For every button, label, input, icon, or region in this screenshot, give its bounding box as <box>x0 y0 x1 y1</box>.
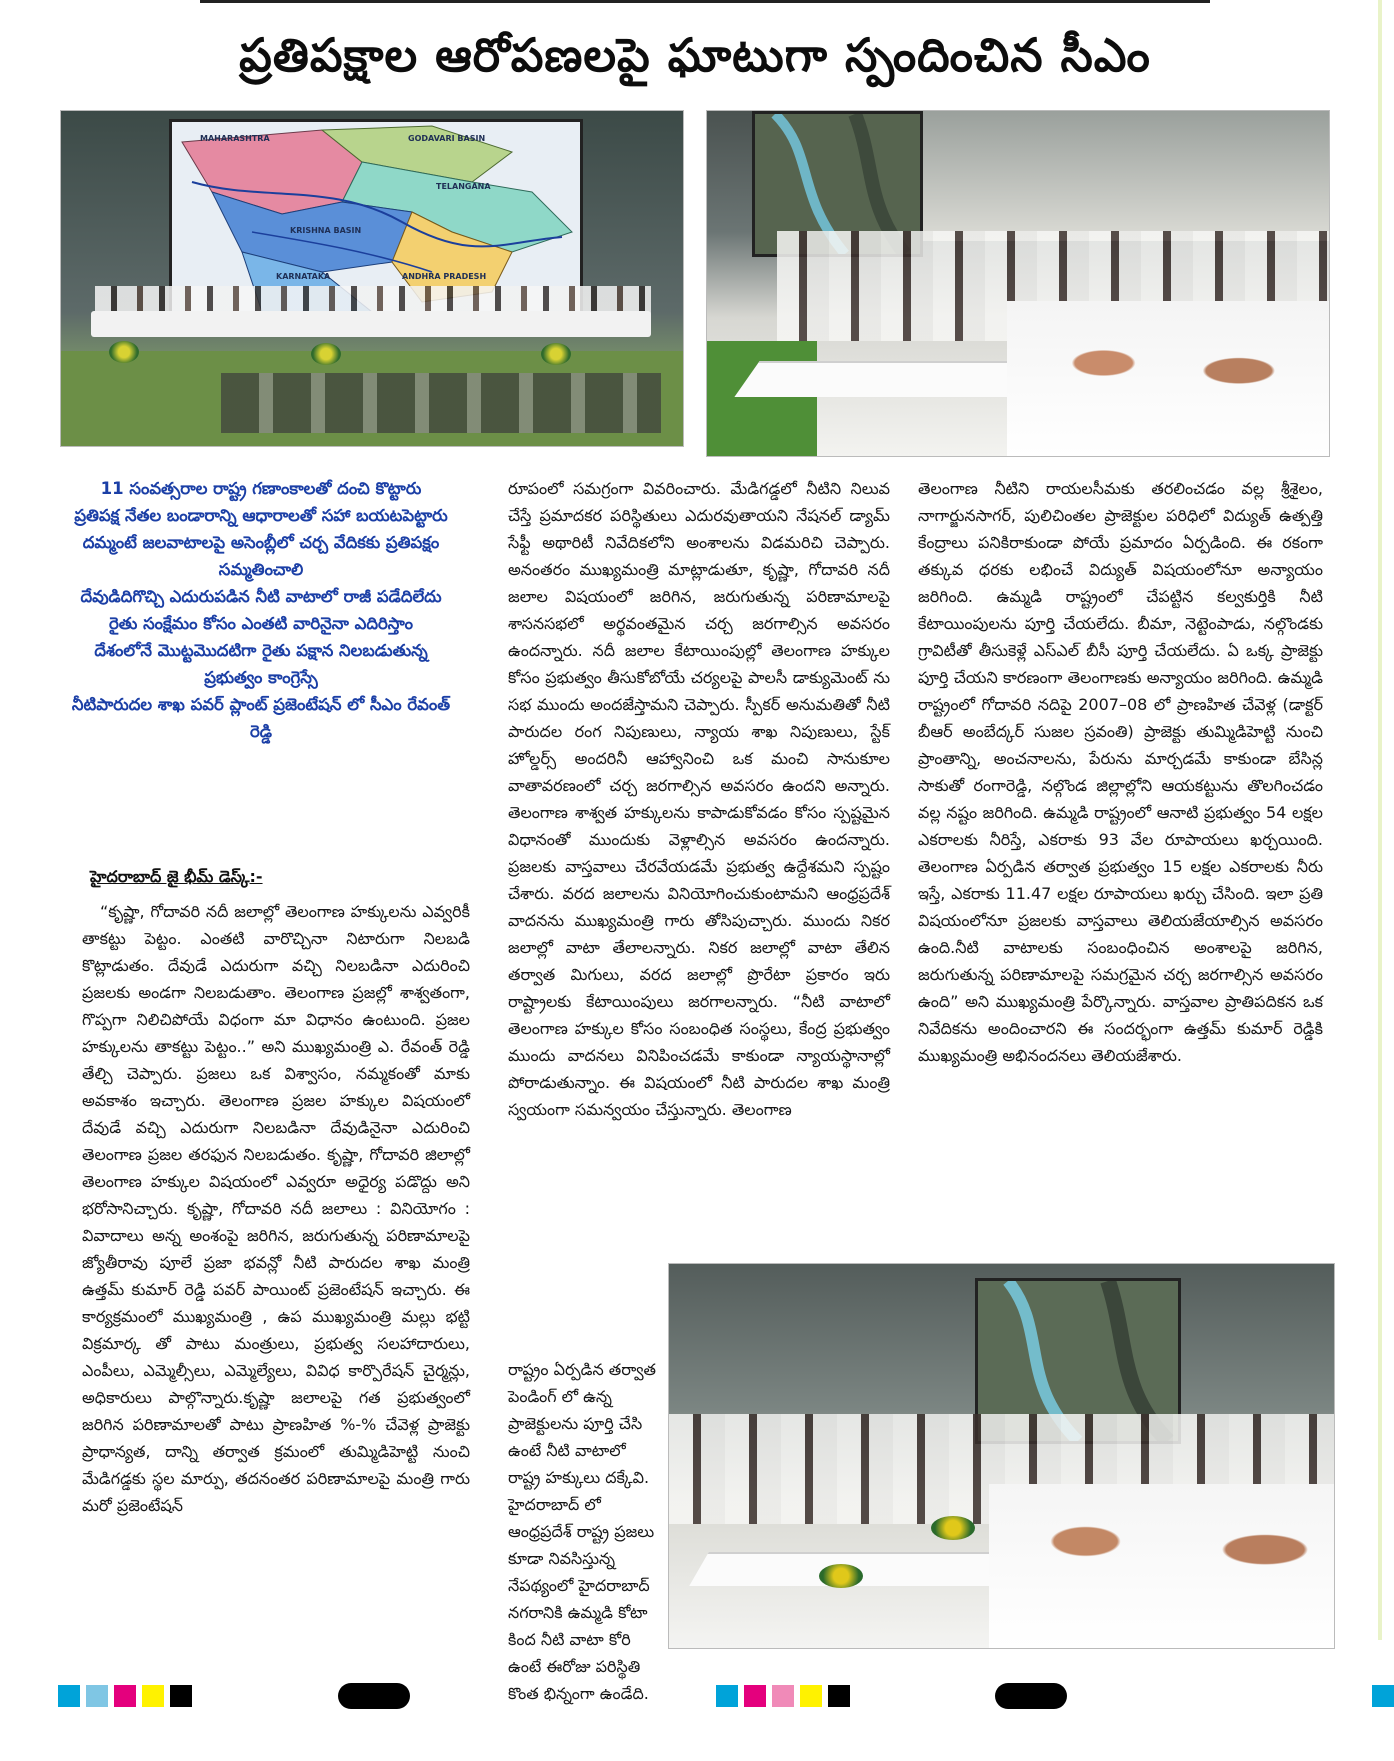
highlight-line: దమ్మంటే జలవాటాలపై అసెంబ్లీలో చర్చ వేదికకు ప్రతిపక్షం సమ్మతించాలి <box>82 533 440 579</box>
article-column-1 <box>82 898 470 1519</box>
highlight-line: 11 సంవత్సరాల రాష్ట్ర గణాంకాలతో దంచి కొట్టారు <box>100 479 422 498</box>
article-column-2 <box>508 475 890 1123</box>
article-paragraph: “కృష్ణా, గోదావరి నదీ జలాల్లో తెలంగాణ హక్కులను ఎవ్వరికీ తాకట్టు పెట్టం. ఎంతటి వారొచ్చినా నిటారుగా నిలబడి కొట్లాడుతం. దేవుడే ఎదురుగా వచ్చి నిలబడినా ఎదురించి ప్రజలకు అండగా నిలబడుతాం. తెలంగాణ ప్రజల్లో శాశ్వతంగా, గొప్పగా నిలిచిపోయే విధంగా మా విధానం ఉంటుంది. ప్రజల హక్కులను తాకట్టు పెట్టం..” అని ముఖ్యమంత్రి ఎ. రేవంత్ రెడ్డి తేల్చి చెప్పారు. ప్రజలు ఒక విశ్వాసం, నమ్మకంతో మాకు అవకాశం ఇచ్చారు. తెలంగాణ ప్రజల హక్కుల విషయంలో దేవుడే వచ్చి ఎదురుగా నిలబడినా దేవుడినైనా ఎదురించి తెలంగాణ ప్రజల తరఫున నిలబడుతం. కృష్ణా, గోదావరి జిలాల్లో తెలంగాణ హక్కుల విషయంలో ఎవ్వరూ అధైర్య పడొద్దు అని భరోసానిచ్చారు. కృష్ణా, గోదావరి నదీ జలాలు : వినియోగం : వివాదాలు అన్న అంశంపై జరిగిన, జరుగుతున్న పరిణామాలపై జ్యోతీరావు పూలే ప్రజా భవన్లో నీటి పారుదల శాఖ మంత్రి ఉత్తమ్ కుమార్ రెడ్డి పవర్ పాయింట్ ప్రజెంటేషన్ ఇచ్చారు. ఈ కార్యక్రమంలో ముఖ్యమంత్రి , ఉప ముఖ్యమంత్రి మల్లు భట్టి విక్రమార్క తో పాటు మంత్రులు, ప్రభుత్వ సలహాదారులు, ఎంపీలు, ఎమ్మెల్సీలు, ఎమ్మెల్యేలు, వివిధ కార్పొరేషన్ చైర్మన్లు, అధికారులు పాల్గొన్నారు.కృష్ణా జలాలపై గత ప్రభుత్వంలో జరిగిన పరిణామాలతో పాటు ప్రాణహిత %-% చేవెళ్ల ప్రాజెక్టు ప్రాధాన్యత, దాన్ని తర్వాత క్రమంలో తుమ్మిడిహెట్టి నుంచి మేడిగడ్డకు స్థల మార్పు, తదనంతర పరిణామాలపై మంత్రి గారు మరో ప్రజెంటేషన్ <box>82 902 470 1515</box>
top-rule <box>200 0 1210 3</box>
color-swatch <box>744 1685 766 1707</box>
registration-pill <box>338 1683 410 1709</box>
article-column-2-continued <box>508 1356 658 1707</box>
dais-table <box>91 311 651 337</box>
article-paragraph: రాష్ట్రం ఏర్పడిన తర్వాత పెండింగ్ లో ఉన్న ప్రాజెక్టులను పూర్తి చేసి ఉంటే నీటి వాటాలో రాష్ట్ర హక్కులు దక్కేవి. హైదరాబాద్ లో ఆంధ్రప్రదేశ్ రాష్ట్ర ప్రజలు కూడా నివసిస్తున్న నేపథ్యంలో హైదరాబాద్ నగరానికి ఉమ్మడి కోటా కింద నీటి వాటా కోరి ఉంటే ఈరోజు పరిస్థితి కొంత భిన్నంగా ఉండేది. <box>508 1360 656 1703</box>
map-label: MAHARASHTRA <box>200 134 270 143</box>
flower-decoration <box>931 1516 975 1540</box>
map-label: ANDHRA PRADESH <box>402 272 487 281</box>
color-swatch <box>114 1685 136 1707</box>
byline: హైదరాబాద్ జై భీమ్ డెస్క్:- <box>90 867 263 886</box>
audience-rows <box>221 373 661 433</box>
hall-wall <box>917 111 1329 241</box>
photo-conference-wide <box>668 1263 1335 1649</box>
highlights-box <box>66 475 456 745</box>
highlight-line: దేశంలోనే మొట్టమొదటిగా రైతు పక్షాన నిలబడుతున్న ప్రభుత్వం కాంగ్రెస్సే <box>94 641 428 687</box>
color-swatch <box>800 1685 822 1707</box>
color-swatch <box>828 1685 850 1707</box>
article-paragraph: రూపంలో సమగ్రంగా వివరించారు. మేడిగడ్డలో నీటిని నిలువ చేస్తే ప్రమాదకర పరిస్థితులు ఎదురవుతాయని నేషనల్ డ్యామ్ సేఫ్టీ అథారిటీ నివేదికలోని అంశాలను విడమరిచి చెప్పారు. అనంతరం ముఖ్యమంత్రి మాట్లాడుతూ, కృష్ణా, గోదావరి నదీ జలాల విషయంలో జరిగిన, జరుగుతున్న పరిణామాలపై శాసనసభలో అర్థవంతమైన చర్చ జరగాల్సిన అవసరం ఉందన్నారు. నదీ జలాల కేటాయింపుల్లో తెలంగాణ హక్కుల కోసం ప్రభుత్వం తీసుకోబోయే చర్యలపై పాలసీ డాక్యుమెంట్ ను సభ ముందు అందజేస్తామని చెప్పారు. స్పీకర్ అనుమతితో నీటి పారుదల రంగ నిపుణులు, న్యాయ శాఖ నిపుణులు, స్టేక్ హోల్డర్స్ అందరినీ ఆహ్వానించి ఒక మంచి సానుకూల వాతావరణంలో చర్చ జరగాల్సిన అవసరం ఉందని అన్నారు. తెలంగాణ శాశ్వత హక్కులను కాపాడుకోవడం కోసం స్పష్టమైన విధానంతో ముందుకు వెళ్లాల్సిన అవసరం ఉందన్నారు. ప్రజలకు వాస్తవాలు చేరవేయడమే ప్రభుత్వ ఉద్దేశమని స్పష్టం చేశారు. వరద జలాలను వినియోగించుకుంటామని ఆంధ్రప్రదేశ్ వాదనను ముఖ్యమంత్రి గారు తోసిపుచ్చారు. ముందు నికర జలాల్లో వాటా తేలాలన్నారు. నికర జలాల్లో వాటా తేలిన తర్వాత మిగులు, వరద జలాల్లో ప్రొరేటా ప్రకారం ఇరు రాష్ట్రాలకు కేటాయింపులు జరగాలన్నారు. “నీటి వాటాలో తెలంగాణ హక్కుల కోసం సంబంధిత సంస్థలు, కేంద్ర ప్రభుత్వం ముందు వాదనలు వినిపించడమే కాకుండా న్యాయస్థానాల్లో పోరాడుతున్నాం. ఈ విషయంలో నీటి పారుదల శాఖ మంత్రి స్వయంగా సమన్వయం చేస్తున్నారు. తెలంగాణ <box>508 479 890 1119</box>
highlight-line: నీటిపారుదల శాఖ పవర్ ప్లాంట్ ప్రజెంటేషన్ లో సీఎం రేవంత్ రెడ్డి <box>71 695 451 741</box>
article-column-3 <box>918 475 1323 1069</box>
map-label: GODAVARI BASIN <box>408 134 486 143</box>
map-label: KRISHNA BASIN <box>290 226 362 235</box>
front-officials <box>989 1484 1334 1648</box>
registration-pill <box>995 1683 1067 1709</box>
color-swatch <box>772 1685 794 1707</box>
green-carpet <box>707 341 817 456</box>
highlight-line: దేవుడిదిగొచ్చి ఎదురుపడిన నీటి వాటాలో రాజీ పడేదిలేదు <box>80 587 442 606</box>
map-label: KARNATAKA <box>276 272 331 281</box>
color-swatch <box>170 1685 192 1707</box>
front-officials <box>1007 301 1329 456</box>
color-swatch <box>716 1685 738 1707</box>
margin-strip <box>1378 0 1382 1640</box>
color-swatch <box>142 1685 164 1707</box>
highlight-line: రైతు సంక్షేమం కోసం ఎంతటి వారినైనా ఎదిరిస్తాం <box>109 614 413 633</box>
photo-map-presentation <box>60 110 684 447</box>
map-label: TELANGANA <box>436 182 491 191</box>
highlight-line: ప్రతిపక్ష నేతల బండారాన్ని ఆధారాలతో సహా బయటపెట్టారు <box>74 506 448 525</box>
edge-swatch <box>1372 1685 1394 1707</box>
article-paragraph: తెలంగాణ నీటిని రాయలసీమకు తరలించడం వల్ల శ్రీశైలం, నాగార్జునసాగర్, పులిచింతల ప్రాజెక్టుల పరిధిలో విద్యుత్ ఉత్పత్తి కేంద్రాలు పనికిరాకుండా పోయే ప్రమాదం ఏర్పడింది. ఈ రకంగా తక్కువ ధరకు లభించే విద్యుత్ విషయంలోనూ అన్యాయం జరిగింది. ఉమ్మడి రాష్ట్రంలో చేపట్టిన కల్వకుర్తికి నీటి కేటాయింపులను పూర్తి చేయలేదు. బీమా, నెట్టెంపాడు, నల్గొండకు గ్రావిటీతో తీసుకెళ్లే ఎస్ఎల్ బీసీ పూర్తి చేయలేదు. ఏ ఒక్క ప్రాజెక్టు పూర్తి చేయని కారణంగా తెలంగాణకు అన్యాయం జరిగింది. ఉమ్మడి రాష్ట్రంలో గోదావరి నదిపై 2007–08 లో ప్రాణహిత చేవెళ్ల (డాక్టర్ బీఆర్ అంబేద్కర్ సుజల స్రవంతి) ప్రాజెక్టు తుమ్మిడిహెట్టి నుంచి ప్రాంతాన్ని, అంచనాలను, పేరును మార్చడమే కాకుండా బేసిన్ల సాకుతో రంగారెడ్డి, నల్గొండ జిల్లాల్లోని ఆయకట్టును తొలగించడం వల్ల నష్టం జరిగింది. ఉమ్మడి రాష్ట్రంలో ఆనాటి ప్రభుత్వం 54 లక్షల ఎకరాలకు నీరిస్తే, ఎకరాకు 93 వేల రూపాయలు ఖర్చయింది. తెలంగాణ ఏర్పడిన తర్వాత ప్రభుత్వం 15 లక్షల ఎకరాలకు నీరు ఇస్తే, ఎకరాకు 11.47 లక్షల రూపాయలు ఖర్చు చేసింది. ఇలా ప్రతి విషయంలోనూ ప్రజలకు వాస్తవాలు తెలియజేయాల్సిన అవసరం ఉంది.నీటి వాటాలకు సంబంధించిన అంశాలపై జరిగిన, జరుగుతున్న పరిణామాలపై సమగ్రమైన చర్చ జరగాల్సిన అవసరం ఉంది” అని ముఖ్యమంత్రి పేర్కొన్నారు. వాస్తవాల ప్రాతిపదికన ఒక నివేదికను అందించారని ఈ సందర్భంగా ఉత్తమ్ కుమార్ రెడ్డికి ముఖ్యమంత్రి అభినందనలు తెలియజేశారు. <box>918 479 1323 1065</box>
flower-decoration <box>819 1564 863 1588</box>
color-swatch <box>58 1685 80 1707</box>
flower-decoration <box>109 341 139 363</box>
photo-conference-table <box>706 110 1330 457</box>
flower-decoration <box>311 343 341 365</box>
color-swatch <box>86 1685 108 1707</box>
headline: ప్రతిపక్షాల ఆరోపణలపై ఘాటుగా స్పందించిన సీఎం <box>239 28 1151 82</box>
flower-decoration <box>541 343 571 365</box>
